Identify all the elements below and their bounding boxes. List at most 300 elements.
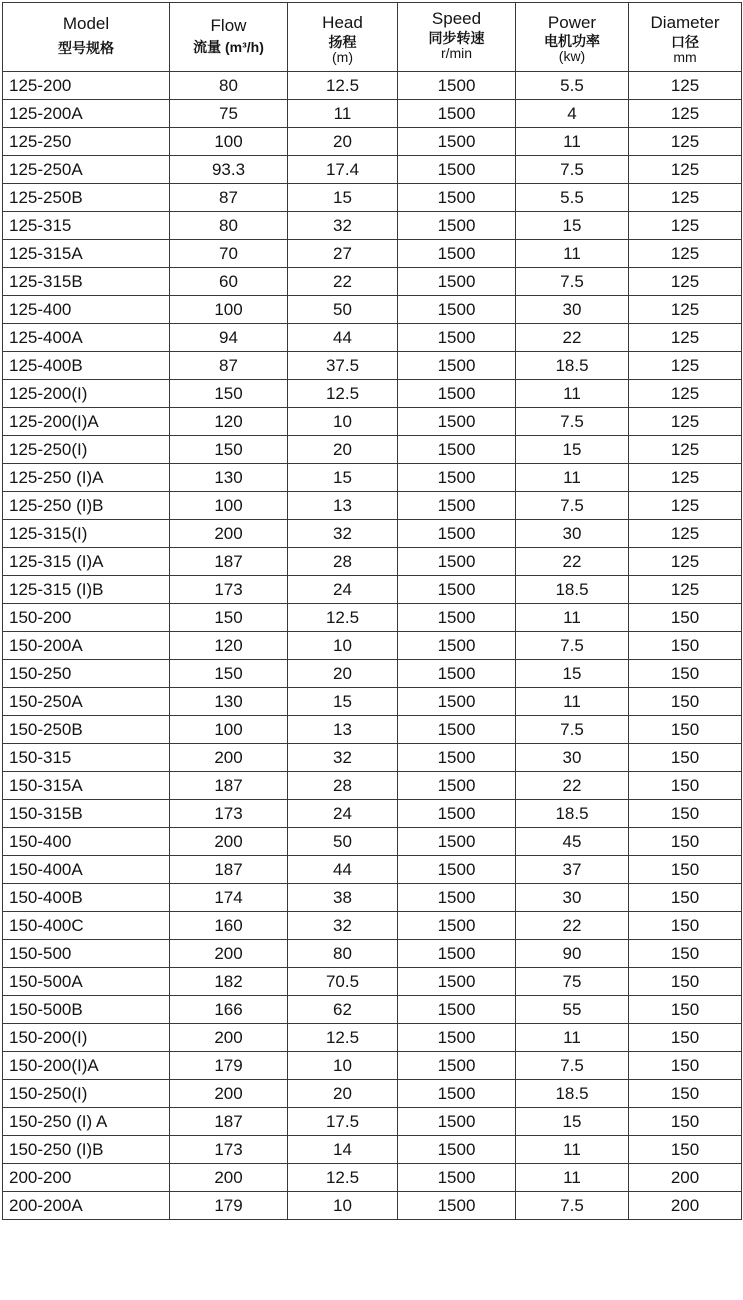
cell-head: 37.5 xyxy=(288,352,398,380)
cell-speed: 1500 xyxy=(398,856,516,884)
cell-model: 125-250(I) xyxy=(3,436,170,464)
cell-speed: 1500 xyxy=(398,492,516,520)
cell-head: 50 xyxy=(288,296,398,324)
cell-power: 7.5 xyxy=(516,408,629,436)
cell-head: 12.5 xyxy=(288,1164,398,1192)
table-row xyxy=(3,268,742,296)
cell-head: 12.5 xyxy=(288,604,398,632)
header-row xyxy=(3,3,742,72)
table-row xyxy=(3,968,742,996)
cell-power: 15 xyxy=(516,1108,629,1136)
cell-diameter: 125 xyxy=(629,408,742,436)
table-row xyxy=(3,576,742,604)
table-row xyxy=(3,1192,742,1220)
table-row xyxy=(3,128,742,156)
header-diameter-cn: 口径 xyxy=(671,34,699,50)
cell-model: 150-400A xyxy=(3,856,170,884)
header-speed-unit: r/min xyxy=(440,45,473,61)
cell-speed: 1500 xyxy=(398,268,516,296)
cell-speed: 1500 xyxy=(398,1192,516,1220)
table-row xyxy=(3,1052,742,1080)
cell-diameter: 150 xyxy=(629,940,742,968)
table-row xyxy=(3,492,742,520)
cell-model: 150-400B xyxy=(3,884,170,912)
cell-model: 150-400 xyxy=(3,828,170,856)
table-row xyxy=(3,184,742,212)
cell-power: 5.5 xyxy=(516,184,629,212)
cell-diameter: 125 xyxy=(629,352,742,380)
table-row xyxy=(3,660,742,688)
cell-power: 11 xyxy=(516,464,629,492)
cell-head: 28 xyxy=(288,772,398,800)
header-head-unit: (m) xyxy=(332,49,353,65)
table-row xyxy=(3,772,742,800)
cell-speed: 1500 xyxy=(398,352,516,380)
cell-flow: 150 xyxy=(170,436,288,464)
cell-power: 11 xyxy=(516,1024,629,1052)
cell-head: 22 xyxy=(288,268,398,296)
cell-flow: 187 xyxy=(170,856,288,884)
cell-speed: 1500 xyxy=(398,1024,516,1052)
cell-speed: 1500 xyxy=(398,1164,516,1192)
cell-speed: 1500 xyxy=(398,576,516,604)
cell-diameter: 150 xyxy=(629,716,742,744)
table-row xyxy=(3,464,742,492)
cell-model: 125-250B xyxy=(3,184,170,212)
cell-speed: 1500 xyxy=(398,408,516,436)
table-row xyxy=(3,688,742,716)
table-row xyxy=(3,548,742,576)
table-row xyxy=(3,856,742,884)
cell-power: 18.5 xyxy=(516,800,629,828)
cell-head: 62 xyxy=(288,996,398,1024)
cell-diameter: 125 xyxy=(629,576,742,604)
cell-diameter: 150 xyxy=(629,800,742,828)
cell-head: 12.5 xyxy=(288,72,398,100)
cell-power: 22 xyxy=(516,548,629,576)
cell-flow: 200 xyxy=(170,1080,288,1108)
spec-table-container xyxy=(2,2,741,1220)
cell-power: 7.5 xyxy=(516,716,629,744)
cell-speed: 1500 xyxy=(398,1108,516,1136)
cell-power: 22 xyxy=(516,324,629,352)
header-flow xyxy=(170,3,288,72)
cell-power: 7.5 xyxy=(516,492,629,520)
cell-power: 18.5 xyxy=(516,1080,629,1108)
cell-flow: 173 xyxy=(170,576,288,604)
cell-speed: 1500 xyxy=(398,296,516,324)
cell-model: 125-250 (I)B xyxy=(3,492,170,520)
cell-power: 7.5 xyxy=(516,1192,629,1220)
cell-power: 4 xyxy=(516,100,629,128)
cell-speed: 1500 xyxy=(398,828,516,856)
cell-speed: 1500 xyxy=(398,184,516,212)
cell-head: 50 xyxy=(288,828,398,856)
cell-flow: 173 xyxy=(170,800,288,828)
cell-head: 10 xyxy=(288,1192,398,1220)
cell-diameter: 125 xyxy=(629,184,742,212)
cell-speed: 1500 xyxy=(398,604,516,632)
cell-model: 125-400A xyxy=(3,324,170,352)
table-row xyxy=(3,996,742,1024)
cell-speed: 1500 xyxy=(398,436,516,464)
cell-diameter: 125 xyxy=(629,436,742,464)
cell-flow: 75 xyxy=(170,100,288,128)
cell-head: 20 xyxy=(288,436,398,464)
cell-head: 12.5 xyxy=(288,1024,398,1052)
cell-power: 11 xyxy=(516,688,629,716)
table-row xyxy=(3,1164,742,1192)
cell-model: 150-500B xyxy=(3,996,170,1024)
cell-speed: 1500 xyxy=(398,464,516,492)
cell-speed: 1500 xyxy=(398,940,516,968)
cell-diameter: 150 xyxy=(629,772,742,800)
cell-power: 11 xyxy=(516,1136,629,1164)
cell-flow: 80 xyxy=(170,72,288,100)
cell-flow: 187 xyxy=(170,1108,288,1136)
cell-model: 125-315(I) xyxy=(3,520,170,548)
cell-flow: 100 xyxy=(170,492,288,520)
cell-model: 125-250A xyxy=(3,156,170,184)
cell-model: 150-200(I)A xyxy=(3,1052,170,1080)
cell-model: 125-315 (I)B xyxy=(3,576,170,604)
cell-power: 30 xyxy=(516,520,629,548)
cell-diameter: 150 xyxy=(629,856,742,884)
header-speed-en: Speed xyxy=(431,9,482,28)
cell-flow: 130 xyxy=(170,464,288,492)
cell-diameter: 200 xyxy=(629,1192,742,1220)
header-model-en: Model xyxy=(62,14,110,33)
header-power-en: Power xyxy=(547,13,597,32)
cell-head: 14 xyxy=(288,1136,398,1164)
cell-head: 10 xyxy=(288,632,398,660)
cell-diameter: 150 xyxy=(629,1136,742,1164)
cell-head: 15 xyxy=(288,184,398,212)
cell-power: 7.5 xyxy=(516,632,629,660)
table-row xyxy=(3,156,742,184)
cell-model: 150-250B xyxy=(3,716,170,744)
cell-power: 30 xyxy=(516,296,629,324)
cell-diameter: 200 xyxy=(629,1164,742,1192)
cell-diameter: 150 xyxy=(629,604,742,632)
cell-head: 12.5 xyxy=(288,380,398,408)
cell-flow: 87 xyxy=(170,184,288,212)
cell-flow: 93.3 xyxy=(170,156,288,184)
cell-diameter: 150 xyxy=(629,1080,742,1108)
cell-model: 150-200 xyxy=(3,604,170,632)
cell-power: 30 xyxy=(516,744,629,772)
cell-head: 15 xyxy=(288,688,398,716)
cell-flow: 187 xyxy=(170,548,288,576)
cell-model: 150-315 xyxy=(3,744,170,772)
cell-flow: 150 xyxy=(170,380,288,408)
cell-power: 55 xyxy=(516,996,629,1024)
header-diameter xyxy=(629,3,742,72)
cell-speed: 1500 xyxy=(398,996,516,1024)
cell-model: 150-250 (I)B xyxy=(3,1136,170,1164)
cell-flow: 100 xyxy=(170,128,288,156)
cell-head: 13 xyxy=(288,716,398,744)
cell-flow: 200 xyxy=(170,1024,288,1052)
cell-flow: 179 xyxy=(170,1192,288,1220)
cell-diameter: 150 xyxy=(629,632,742,660)
header-head xyxy=(288,3,398,72)
cell-power: 15 xyxy=(516,660,629,688)
cell-flow: 94 xyxy=(170,324,288,352)
table-row xyxy=(3,912,742,940)
cell-speed: 1500 xyxy=(398,660,516,688)
cell-head: 70.5 xyxy=(288,968,398,996)
cell-flow: 179 xyxy=(170,1052,288,1080)
cell-flow: 200 xyxy=(170,520,288,548)
cell-model: 125-200(I)A xyxy=(3,408,170,436)
cell-power: 5.5 xyxy=(516,72,629,100)
cell-speed: 1500 xyxy=(398,744,516,772)
cell-diameter: 125 xyxy=(629,324,742,352)
cell-model: 150-315B xyxy=(3,800,170,828)
header-model xyxy=(3,3,170,72)
cell-head: 28 xyxy=(288,548,398,576)
cell-power: 15 xyxy=(516,436,629,464)
table-row xyxy=(3,212,742,240)
cell-diameter: 150 xyxy=(629,744,742,772)
cell-flow: 120 xyxy=(170,408,288,436)
table-row xyxy=(3,296,742,324)
cell-speed: 1500 xyxy=(398,688,516,716)
cell-power: 15 xyxy=(516,212,629,240)
cell-diameter: 125 xyxy=(629,100,742,128)
cell-speed: 1500 xyxy=(398,520,516,548)
cell-flow: 166 xyxy=(170,996,288,1024)
cell-head: 32 xyxy=(288,520,398,548)
cell-power: 22 xyxy=(516,912,629,940)
table-body xyxy=(3,72,742,1220)
header-flow-cn: 流量 (m³/h) xyxy=(193,39,264,55)
cell-speed: 1500 xyxy=(398,632,516,660)
table-row xyxy=(3,240,742,268)
cell-power: 18.5 xyxy=(516,352,629,380)
cell-diameter: 125 xyxy=(629,72,742,100)
cell-power: 11 xyxy=(516,240,629,268)
cell-head: 44 xyxy=(288,324,398,352)
cell-power: 11 xyxy=(516,128,629,156)
cell-model: 200-200 xyxy=(3,1164,170,1192)
cell-head: 24 xyxy=(288,800,398,828)
cell-flow: 80 xyxy=(170,212,288,240)
header-speed xyxy=(398,3,516,72)
cell-flow: 160 xyxy=(170,912,288,940)
table-row xyxy=(3,352,742,380)
cell-model: 125-400B xyxy=(3,352,170,380)
cell-speed: 1500 xyxy=(398,1080,516,1108)
cell-flow: 87 xyxy=(170,352,288,380)
cell-flow: 100 xyxy=(170,716,288,744)
cell-diameter: 125 xyxy=(629,380,742,408)
cell-power: 75 xyxy=(516,968,629,996)
table-row xyxy=(3,1108,742,1136)
cell-model: 150-200A xyxy=(3,632,170,660)
cell-flow: 130 xyxy=(170,688,288,716)
cell-diameter: 125 xyxy=(629,296,742,324)
cell-power: 18.5 xyxy=(516,576,629,604)
cell-diameter: 125 xyxy=(629,156,742,184)
table-row xyxy=(3,72,742,100)
cell-head: 20 xyxy=(288,1080,398,1108)
cell-speed: 1500 xyxy=(398,240,516,268)
cell-diameter: 125 xyxy=(629,212,742,240)
cell-model: 150-250 xyxy=(3,660,170,688)
header-speed-cn: 同步转速 xyxy=(428,30,485,46)
cell-power: 11 xyxy=(516,380,629,408)
cell-diameter: 125 xyxy=(629,520,742,548)
pump-spec-table xyxy=(2,2,742,1220)
cell-flow: 174 xyxy=(170,884,288,912)
cell-power: 11 xyxy=(516,1164,629,1192)
cell-head: 38 xyxy=(288,884,398,912)
cell-speed: 1500 xyxy=(398,716,516,744)
cell-power: 37 xyxy=(516,856,629,884)
cell-power: 90 xyxy=(516,940,629,968)
cell-speed: 1500 xyxy=(398,968,516,996)
cell-diameter: 150 xyxy=(629,884,742,912)
cell-model: 200-200A xyxy=(3,1192,170,1220)
cell-power: 22 xyxy=(516,772,629,800)
cell-flow: 100 xyxy=(170,296,288,324)
table-row xyxy=(3,520,742,548)
cell-power: 45 xyxy=(516,828,629,856)
cell-flow: 200 xyxy=(170,828,288,856)
cell-diameter: 150 xyxy=(629,1108,742,1136)
cell-head: 17.5 xyxy=(288,1108,398,1136)
cell-power: 11 xyxy=(516,604,629,632)
cell-model: 150-500A xyxy=(3,968,170,996)
cell-power: 30 xyxy=(516,884,629,912)
table-row xyxy=(3,828,742,856)
cell-head: 24 xyxy=(288,576,398,604)
cell-model: 150-500 xyxy=(3,940,170,968)
cell-model: 150-250 (I) A xyxy=(3,1108,170,1136)
cell-flow: 150 xyxy=(170,660,288,688)
cell-diameter: 125 xyxy=(629,548,742,576)
table-header xyxy=(3,3,742,72)
cell-speed: 1500 xyxy=(398,548,516,576)
cell-head: 13 xyxy=(288,492,398,520)
cell-diameter: 150 xyxy=(629,912,742,940)
cell-speed: 1500 xyxy=(398,100,516,128)
cell-head: 20 xyxy=(288,660,398,688)
cell-power: 7.5 xyxy=(516,1052,629,1080)
cell-flow: 200 xyxy=(170,744,288,772)
cell-speed: 1500 xyxy=(398,772,516,800)
cell-head: 80 xyxy=(288,940,398,968)
cell-flow: 120 xyxy=(170,632,288,660)
table-row xyxy=(3,716,742,744)
cell-diameter: 125 xyxy=(629,464,742,492)
cell-diameter: 150 xyxy=(629,968,742,996)
table-row xyxy=(3,324,742,352)
cell-speed: 1500 xyxy=(398,212,516,240)
header-power xyxy=(516,3,629,72)
cell-diameter: 125 xyxy=(629,492,742,520)
table-row xyxy=(3,1080,742,1108)
cell-head: 44 xyxy=(288,856,398,884)
cell-model: 150-315A xyxy=(3,772,170,800)
cell-head: 32 xyxy=(288,212,398,240)
cell-model: 150-200(I) xyxy=(3,1024,170,1052)
cell-model: 125-315 xyxy=(3,212,170,240)
cell-head: 10 xyxy=(288,408,398,436)
cell-flow: 70 xyxy=(170,240,288,268)
cell-head: 11 xyxy=(288,100,398,128)
table-row xyxy=(3,884,742,912)
table-row xyxy=(3,1136,742,1164)
cell-diameter: 150 xyxy=(629,660,742,688)
cell-model: 125-200(I) xyxy=(3,380,170,408)
table-row xyxy=(3,408,742,436)
header-diameter-en: Diameter xyxy=(650,13,720,32)
table-row xyxy=(3,380,742,408)
cell-model: 125-315 (I)A xyxy=(3,548,170,576)
header-power-cn: 电机功率 xyxy=(544,33,600,49)
cell-flow: 60 xyxy=(170,268,288,296)
cell-head: 20 xyxy=(288,128,398,156)
cell-speed: 1500 xyxy=(398,380,516,408)
cell-diameter: 150 xyxy=(629,996,742,1024)
cell-model: 150-250A xyxy=(3,688,170,716)
cell-model: 125-200 xyxy=(3,72,170,100)
cell-speed: 1500 xyxy=(398,884,516,912)
cell-flow: 200 xyxy=(170,940,288,968)
cell-head: 17.4 xyxy=(288,156,398,184)
cell-flow: 173 xyxy=(170,1136,288,1164)
cell-model: 150-250(I) xyxy=(3,1080,170,1108)
cell-speed: 1500 xyxy=(398,72,516,100)
cell-model: 125-200A xyxy=(3,100,170,128)
header-head-cn: 扬程 xyxy=(328,34,357,50)
cell-head: 32 xyxy=(288,744,398,772)
cell-diameter: 125 xyxy=(629,268,742,296)
cell-speed: 1500 xyxy=(398,912,516,940)
cell-model: 125-250 xyxy=(3,128,170,156)
table-row xyxy=(3,632,742,660)
cell-diameter: 125 xyxy=(629,240,742,268)
cell-flow: 182 xyxy=(170,968,288,996)
table-row xyxy=(3,604,742,632)
cell-head: 15 xyxy=(288,464,398,492)
table-row xyxy=(3,1024,742,1052)
cell-head: 10 xyxy=(288,1052,398,1080)
cell-diameter: 150 xyxy=(629,688,742,716)
cell-speed: 1500 xyxy=(398,1136,516,1164)
cell-diameter: 150 xyxy=(629,1024,742,1052)
cell-flow: 187 xyxy=(170,772,288,800)
table-row xyxy=(3,744,742,772)
cell-model: 125-315B xyxy=(3,268,170,296)
table-row xyxy=(3,100,742,128)
cell-model: 125-315A xyxy=(3,240,170,268)
header-power-unit: (kw) xyxy=(558,48,586,64)
header-head-en: Head xyxy=(322,13,363,32)
cell-model: 125-400 xyxy=(3,296,170,324)
header-model-cn: 型号规格 xyxy=(58,40,114,56)
table-row xyxy=(3,940,742,968)
cell-diameter: 125 xyxy=(629,128,742,156)
cell-model: 150-400C xyxy=(3,912,170,940)
cell-head: 32 xyxy=(288,912,398,940)
cell-head: 27 xyxy=(288,240,398,268)
cell-diameter: 150 xyxy=(629,1052,742,1080)
cell-diameter: 150 xyxy=(629,828,742,856)
